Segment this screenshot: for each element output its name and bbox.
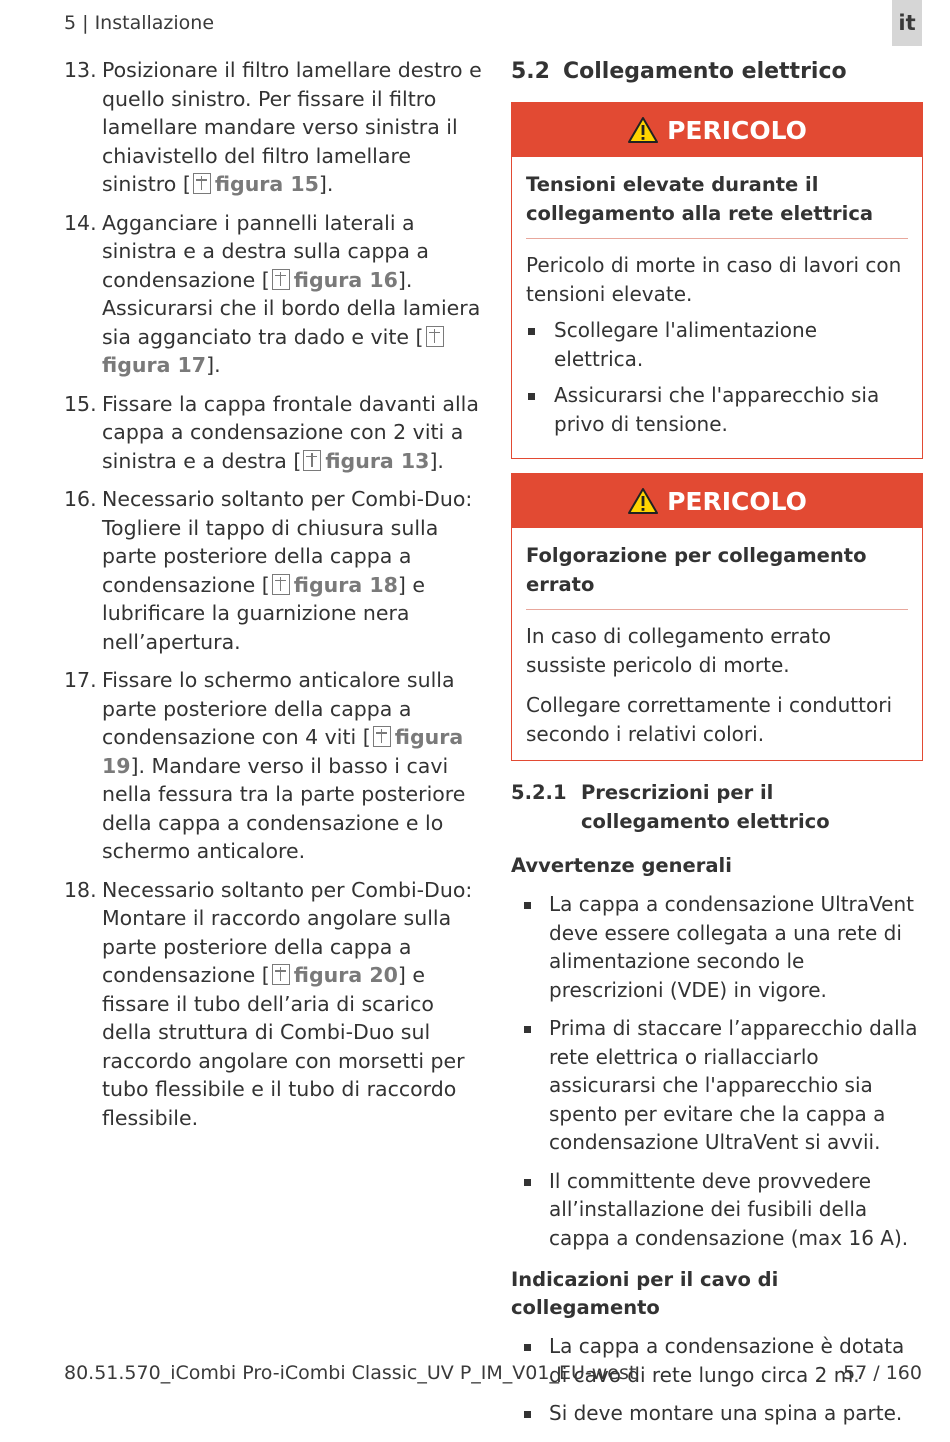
- section-heading: [511, 56, 923, 88]
- step-16: [64, 485, 484, 656]
- manual-book-icon: [193, 173, 211, 194]
- manual-book-icon: [303, 450, 321, 471]
- step-15: [64, 390, 484, 476]
- step-text: ].: [206, 353, 221, 377]
- list-item: La cappa a condensazione UltraVent deve essere collegata a una rete di alimentazione secondo le prescrizioni (VDE) in vigore.: [511, 890, 923, 1004]
- step-17: [64, 666, 484, 866]
- figure-link[interactable]: figura 16: [293, 267, 398, 292]
- figure-link[interactable]: figura 18: [293, 572, 398, 597]
- figure-link[interactable]: figura 19: [102, 725, 464, 778]
- manual-book-icon: [272, 574, 290, 595]
- manual-book-icon: [272, 269, 290, 290]
- figure-link[interactable]: figura 20: [293, 963, 398, 987]
- cable-notes-heading: Indicazioni per il cavo di collegamento: [511, 1268, 779, 1319]
- step-text: ] e lubrificare la guarnizione nera nell’apertura.: [102, 572, 426, 654]
- step-text: ].: [429, 448, 444, 473]
- manual-book-icon: [373, 726, 391, 747]
- step-number: 16.: [64, 487, 97, 511]
- subsection-number: 5.2.1: [511, 781, 567, 804]
- danger-label: PERICOLO: [667, 115, 807, 145]
- step-text: ]. Assicurarsi che il bordo della lamiera sia agganciato tra dado e vite [: [102, 267, 481, 349]
- electrical-connection-column: [511, 56, 923, 1442]
- section-number: 5.2: [511, 59, 550, 84]
- page-number: 57 / 160: [843, 1362, 922, 1384]
- danger-box-voltage: [511, 102, 923, 459]
- list-item: Assicurarsi che l'apparecchio sia privo di tensione.: [526, 381, 908, 438]
- installation-steps: [64, 56, 484, 1142]
- step-text: Necessario soltanto per Combi-Duo: Togliere il tappo di chiusura sulla parte posteriore della cappa a condensazione [: [102, 487, 473, 597]
- list-item: Il committente deve provvedere all’installazione dei fusibili della cappa a condensazione (max 16 A).: [511, 1167, 923, 1253]
- step-text: ]. Mandare verso il basso i cavi nella fessura tra la parte posteriore della cappa a condensazione e lo schermo anticalore.: [102, 753, 466, 863]
- step-number: 15.: [64, 391, 97, 416]
- danger-header: [512, 474, 922, 528]
- figure-link[interactable]: figura 13: [325, 448, 430, 473]
- step-number: 17.: [64, 668, 97, 692]
- step-text: ] e fissare il tubo dell’aria di scarico della struttura di Combi-Duo sul raccordo angolare con morsetti per tubo flessibile e il tubo di raccordo flessibile.: [102, 963, 465, 1130]
- step-text: Agganciare i pannelli laterali a sinistra e a destra sulla cappa a condensazione [: [102, 210, 429, 292]
- figure-link[interactable]: figura 15: [214, 172, 319, 196]
- danger-text: In caso di collegamento errato sussiste pericolo di morte.: [526, 624, 832, 677]
- step-number: 13.: [64, 58, 97, 82]
- manual-book-icon: [272, 964, 290, 985]
- manual-book-icon: [426, 326, 444, 347]
- step-number: 14.: [64, 210, 97, 235]
- running-header: 5 | Installazione: [64, 12, 215, 34]
- step-text: Fissare lo schermo anticalore sulla parte posteriore della cappa a condensazione con 4 viti [: [102, 668, 455, 749]
- general-notes-list: [511, 890, 923, 1252]
- danger-actions: [526, 316, 908, 438]
- danger-title: Folgorazione per collegamento errato: [526, 542, 908, 610]
- danger-text: Pericolo di morte in caso di lavori con tensioni elevate.: [526, 253, 902, 306]
- subsection-heading: [511, 779, 923, 836]
- list-item: Si deve montare una spina a parte.: [511, 1399, 923, 1428]
- step-text: ].: [318, 172, 334, 196]
- danger-title: Tensioni elevate durante il collegamento alla rete elettrica: [526, 171, 908, 239]
- section-title: Collegamento elettrico: [563, 59, 847, 84]
- danger-text: Collegare correttamente i conduttori secondo i relativi colori.: [526, 693, 893, 746]
- language-tab: it: [892, 0, 922, 46]
- step-13: [64, 56, 484, 199]
- list-item: Prima di staccare l’apparecchio dalla rete elettrica o riallacciarlo assicurarsi che l'apparecchio sia spento per evitare che la cappa a condensazione UltraVent si avvii.: [511, 1014, 923, 1157]
- list-item: Scollegare l'alimentazione elettrica.: [526, 316, 908, 373]
- danger-box-connection: [511, 473, 923, 761]
- warning-triangle-icon: [627, 487, 659, 515]
- step-text: Fissare la cappa frontale davanti alla cappa a condensazione con 2 viti a sinistra e a destra [: [102, 391, 479, 473]
- figure-link[interactable]: figura 17: [102, 353, 207, 377]
- list-item: La cappa a condensazione è dotata di cavo di rete lungo circa 2 m.: [511, 1332, 923, 1389]
- subsection-title: Prescrizioni per il collegamento elettrico: [581, 781, 830, 833]
- step-number: 18.: [64, 877, 97, 902]
- document-id: 80.51.570_iCombi Pro-iCombi Classic_UV P_IM_V01_EU-west: [64, 1362, 637, 1384]
- danger-header: [512, 103, 922, 157]
- step-18: [64, 876, 484, 1133]
- danger-label: PERICOLO: [667, 486, 807, 516]
- step-text: Necessario soltanto per Combi-Duo: Montare il raccordo angolare sulla parte posteriore della cappa a condensazione [: [102, 877, 473, 987]
- step-14: [64, 209, 484, 380]
- general-notes-heading: Avvertenze generali: [511, 854, 732, 877]
- warning-triangle-icon: [627, 116, 659, 144]
- step-text: Posizionare il filtro lamellare destro e quello sinistro. Per fissare il filtro lamellare mandare verso sinistra il chiavistello del filtro lamellare sinistro [: [102, 58, 482, 196]
